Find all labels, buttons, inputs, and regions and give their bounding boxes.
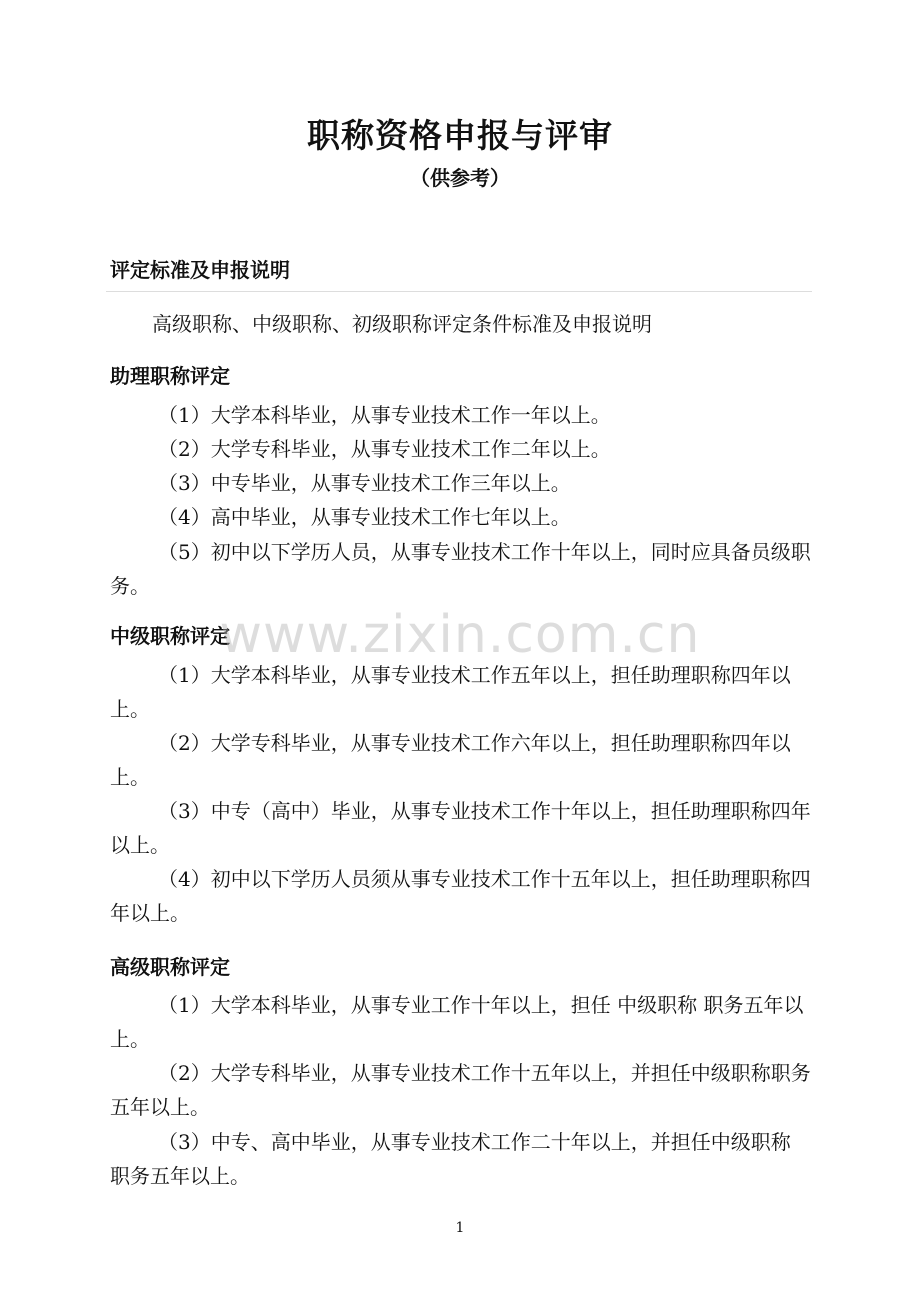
assistant-item-1: （1）大学本科毕业，从事专业技术工作一年以上。: [158, 403, 611, 427]
assistant-item-2: （2）大学专科毕业，从事专业技术工作二年以上。: [158, 437, 611, 461]
intro-paragraph: 高级职称、中级职称、初级职称评定条件标准及申报说明: [152, 312, 652, 336]
intermediate-item-2: （2）大学专科毕业，从事专业技术工作六年以上，担任助理职称四年以上。: [110, 731, 791, 789]
senior-item-1: （1）大学本科毕业，从事专业工作十年以上，担任 中级职称 职务五年以上。: [110, 993, 804, 1051]
intermediate-item-4: （4）初中以下学历人员须从事专业技术工作十五年以上，担任助理职称四年以上。: [110, 867, 811, 925]
assistant-item-3: （3）中专毕业，从事专业技术工作三年以上。: [158, 471, 571, 495]
document-subtitle: （供参考）: [410, 166, 510, 190]
assistant-heading: 助理职称评定: [110, 364, 230, 388]
intermediate-item-3: （3）中专（高中）毕业，从事专业技术工作十年以上，担任助理职称四年以上。: [110, 799, 811, 857]
intermediate-heading: 中级职称评定: [110, 624, 230, 648]
section-heading: 评定标准及申报说明: [110, 258, 290, 282]
senior-heading: 高级职称评定: [110, 955, 230, 979]
intermediate-item-1: （1）大学本科毕业，从事专业技术工作五年以上，担任助理职称四年以上。: [110, 663, 791, 721]
document-title: 职称资格申报与评审: [307, 116, 613, 155]
page-number: 1: [455, 1220, 465, 1236]
watermark-text: www.zixin.com.cn: [219, 605, 701, 665]
assistant-item-4: （4）高中毕业，从事专业技术工作七年以上。: [158, 505, 571, 529]
section-divider: [106, 291, 812, 292]
senior-item-3: （3）中专、高中毕业，从事专业技术工作二十年以上，并担任中级职称 职务五年以上。: [110, 1130, 791, 1188]
assistant-item-5: （5）初中以下学历人员，从事专业技术工作十年以上，同时应具备员级职务。: [110, 540, 811, 598]
senior-item-2: （2）大学专科毕业，从事专业技术工作十五年以上，并担任中级职称职务五年以上。: [110, 1061, 811, 1119]
